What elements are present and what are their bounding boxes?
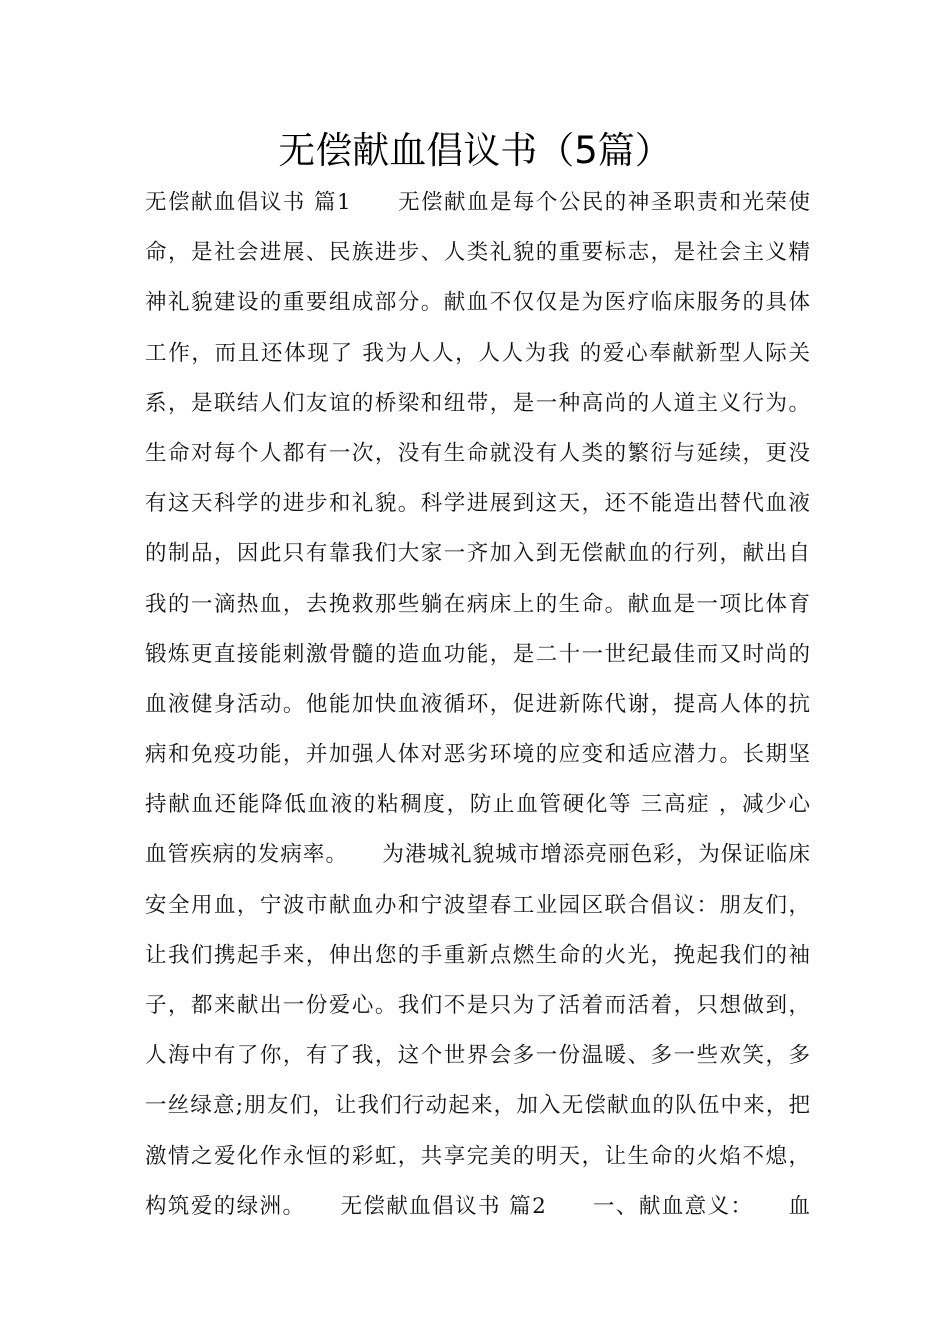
- body-line: 无偿献血倡议书 篇1 无偿献血是每个公民的神圣职责和光荣使: [145, 190, 810, 215]
- body-line: 一丝绿意;朋友们，让我们行动起来，加入无偿献血的队伍中来，把: [145, 1093, 810, 1119]
- body-line: 有这天科学的进步和礼貌。科学进展到这天，还不能造出替代血液: [145, 491, 810, 517]
- body-line: 系，是联结人们友谊的桥梁和纽带，是一种高尚的人道主义行为。: [145, 390, 810, 416]
- body-line: 人海中有了你，有了我，这个世界会多一份温暖、多一些欢笑，多: [145, 1043, 810, 1069]
- document-body: [145, 178, 810, 1232]
- body-line: 血管疾病的发病率。 为港城礼貌城市增添亮丽色彩，为保证临床: [145, 842, 810, 868]
- body-line: 锻炼更直接能刺激骨髓的造血功能，是二十一世纪最佳而又时尚的: [145, 641, 810, 667]
- body-line: 我的一滴热血，去挽救那些躺在病床上的生命。献血是一项比体育: [145, 591, 810, 617]
- body-line: 血液健身活动。他能加快血液循环，促进新陈代谢，提高人体的抗: [145, 691, 810, 717]
- body-line: 命，是社会进展、民族进步、人类礼貌的重要标志，是社会主义精: [145, 240, 810, 266]
- body-line: 病和免疫功能，并加强人体对恶劣环境的应变和适应潜力。长期坚: [145, 742, 810, 768]
- body-line: 工作，而且还体现了 我为人人，人人为我 的爱心奉献新型人际关: [145, 340, 810, 366]
- body-line: 构筑爱的绿洲。 无偿献血倡议书 篇2 一、献血意义： 血: [145, 1193, 810, 1219]
- body-line: 的制品，因此只有靠我们大家一齐加入到无偿献血的行列，献出自: [145, 541, 810, 567]
- body-line: 激情之爱化作永恒的彩虹，共享完美的明天，让生命的火焰不熄，: [145, 1143, 810, 1169]
- document-title: 无偿献血倡议书（5篇）: [278, 129, 672, 172]
- body-line: 持献血还能降低血液的粘稠度，防止血管硬化等 三高症 ，减少心: [145, 792, 810, 818]
- body-line: 生命对每个人都有一次，没有生命就没有人类的繁衍与延续，更没: [145, 440, 810, 466]
- body-line: 子，都来献出一份爱心。我们不是只为了活着而活着，只想做到，: [145, 993, 810, 1018]
- body-line: 让我们携起手来，伸出您的手重新点燃生命的火光，挽起我们的袖: [145, 942, 810, 968]
- body-line: 安全用血，宁波市献血办和宁波望春工业园区联合倡议：朋友们，: [145, 892, 810, 918]
- body-line: 神礼貌建设的重要组成部分。献血不仅仅是为医疗临床服务的具体: [145, 290, 810, 316]
